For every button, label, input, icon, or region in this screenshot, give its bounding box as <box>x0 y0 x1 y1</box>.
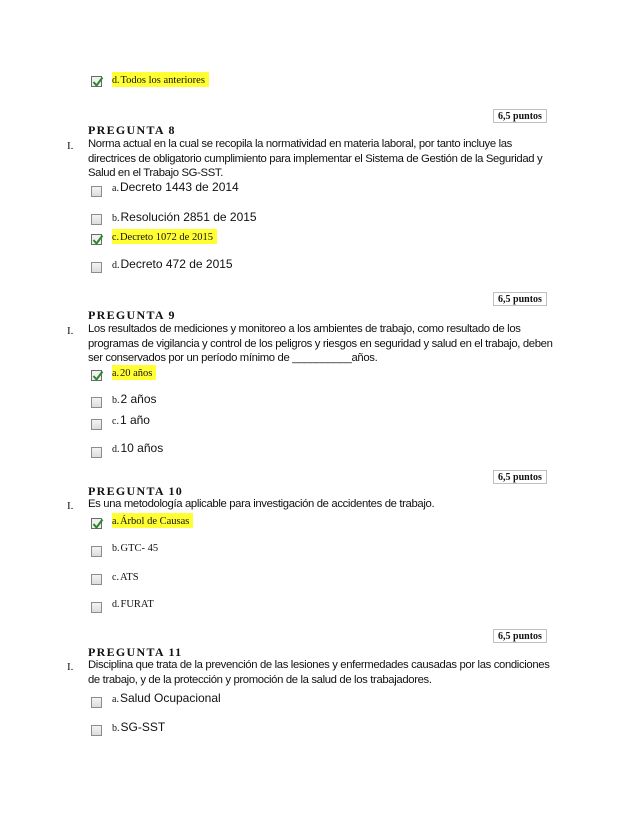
option-q8-b[interactable]: b.Resolución 2851 de 2015 <box>112 210 257 224</box>
option-q9-b[interactable]: b.2 años <box>112 392 157 406</box>
option-q9-a[interactable]: a.20 años <box>112 365 156 380</box>
question-text-q8: Norma actual en la cual se recopila la normatividad en materia laboral, por tanto incluye las directrices de obligatorio cumplimiento para implementar el Sistema de Gestión de la Seguridad y Salud en el Trabajo SG-SST. <box>88 138 543 179</box>
checkbox-q11-b[interactable] <box>91 725 102 736</box>
question-heading-q8: PREGUNTA 8 <box>88 123 176 137</box>
question-marker-q10: I. <box>67 500 74 512</box>
option-q10-d[interactable]: d.FURAT <box>112 599 154 610</box>
checkbox-q10-b[interactable] <box>91 546 102 557</box>
option-q8-c[interactable]: c.Decreto 1072 de 2015 <box>112 229 217 244</box>
option-top-d[interactable]: d.Todos los anteriores <box>112 72 209 87</box>
points-badge-q9: 6,5 puntos <box>493 292 547 306</box>
option-q10-b[interactable]: b.GTC- 45 <box>112 543 159 554</box>
checkbox-q8-a[interactable] <box>91 186 102 197</box>
check-icon <box>92 518 104 530</box>
option-q10-c[interactable]: c.ATS <box>112 572 139 583</box>
checkbox-q9-a[interactable] <box>91 370 102 381</box>
option-q8-a[interactable]: a.Decreto 1443 de 2014 <box>112 180 239 194</box>
option-q11-a[interactable]: a.Salud Ocupacional <box>112 691 221 705</box>
check-icon <box>92 370 104 382</box>
question-heading-q10: PREGUNTA 10 <box>88 484 184 498</box>
checkbox-q10-a[interactable] <box>91 518 102 529</box>
option-q10-a[interactable]: a.Árbol de Causas <box>112 513 193 528</box>
checkbox-q11-a[interactable] <box>91 697 102 708</box>
checkbox-q9-c[interactable] <box>91 419 102 430</box>
option-q8-d[interactable]: d.Decreto 472 de 2015 <box>112 257 233 271</box>
checkbox-q10-d[interactable] <box>91 602 102 613</box>
option-q11-b[interactable]: b.SG-SST <box>112 720 166 734</box>
option-q9-d[interactable]: d.10 años <box>112 441 164 455</box>
checkbox-q8-c[interactable] <box>91 234 102 245</box>
question-marker-q8: I. <box>67 140 74 152</box>
question-heading-q9: PREGUNTA 9 <box>88 308 176 322</box>
checkbox-top-d[interactable] <box>91 76 102 87</box>
checkbox-q10-c[interactable] <box>91 574 102 585</box>
option-q9-c[interactable]: c.1 año <box>112 413 150 427</box>
points-badge-q10: 6,5 puntos <box>493 470 547 484</box>
question-text-q11: Disciplina que trata de la prevención de las lesiones y enfermedades causadas por las condiciones de trabajo, y de la protección y promoción de la salud de los trabajadores. <box>88 659 550 686</box>
points-badge-q11: 6,5 puntos <box>493 629 547 643</box>
check-icon <box>92 234 104 246</box>
check-icon <box>92 76 104 88</box>
question-marker-q9: I. <box>67 325 74 337</box>
question-heading-q11: PREGUNTA 11 <box>88 645 183 659</box>
points-badge-q8: 6,5 puntos <box>493 109 547 123</box>
checkbox-q8-d[interactable] <box>91 262 102 273</box>
question-marker-q11: I. <box>67 661 74 673</box>
checkbox-q8-b[interactable] <box>91 214 102 225</box>
checkbox-q9-d[interactable] <box>91 447 102 458</box>
question-text-q10: Es una metodología aplicable para investigación de accidentes de trabajo. <box>88 498 435 510</box>
checkbox-q9-b[interactable] <box>91 397 102 408</box>
question-text-q9: Los resultados de mediciones y monitoreo a los ambientes de trabajo, como resultado de los programas de vigilancia y control de los peligros y riesgos en seguridad y salud en el trabajo, deben ser conservados por un período mínimo de __________años. <box>88 323 553 364</box>
